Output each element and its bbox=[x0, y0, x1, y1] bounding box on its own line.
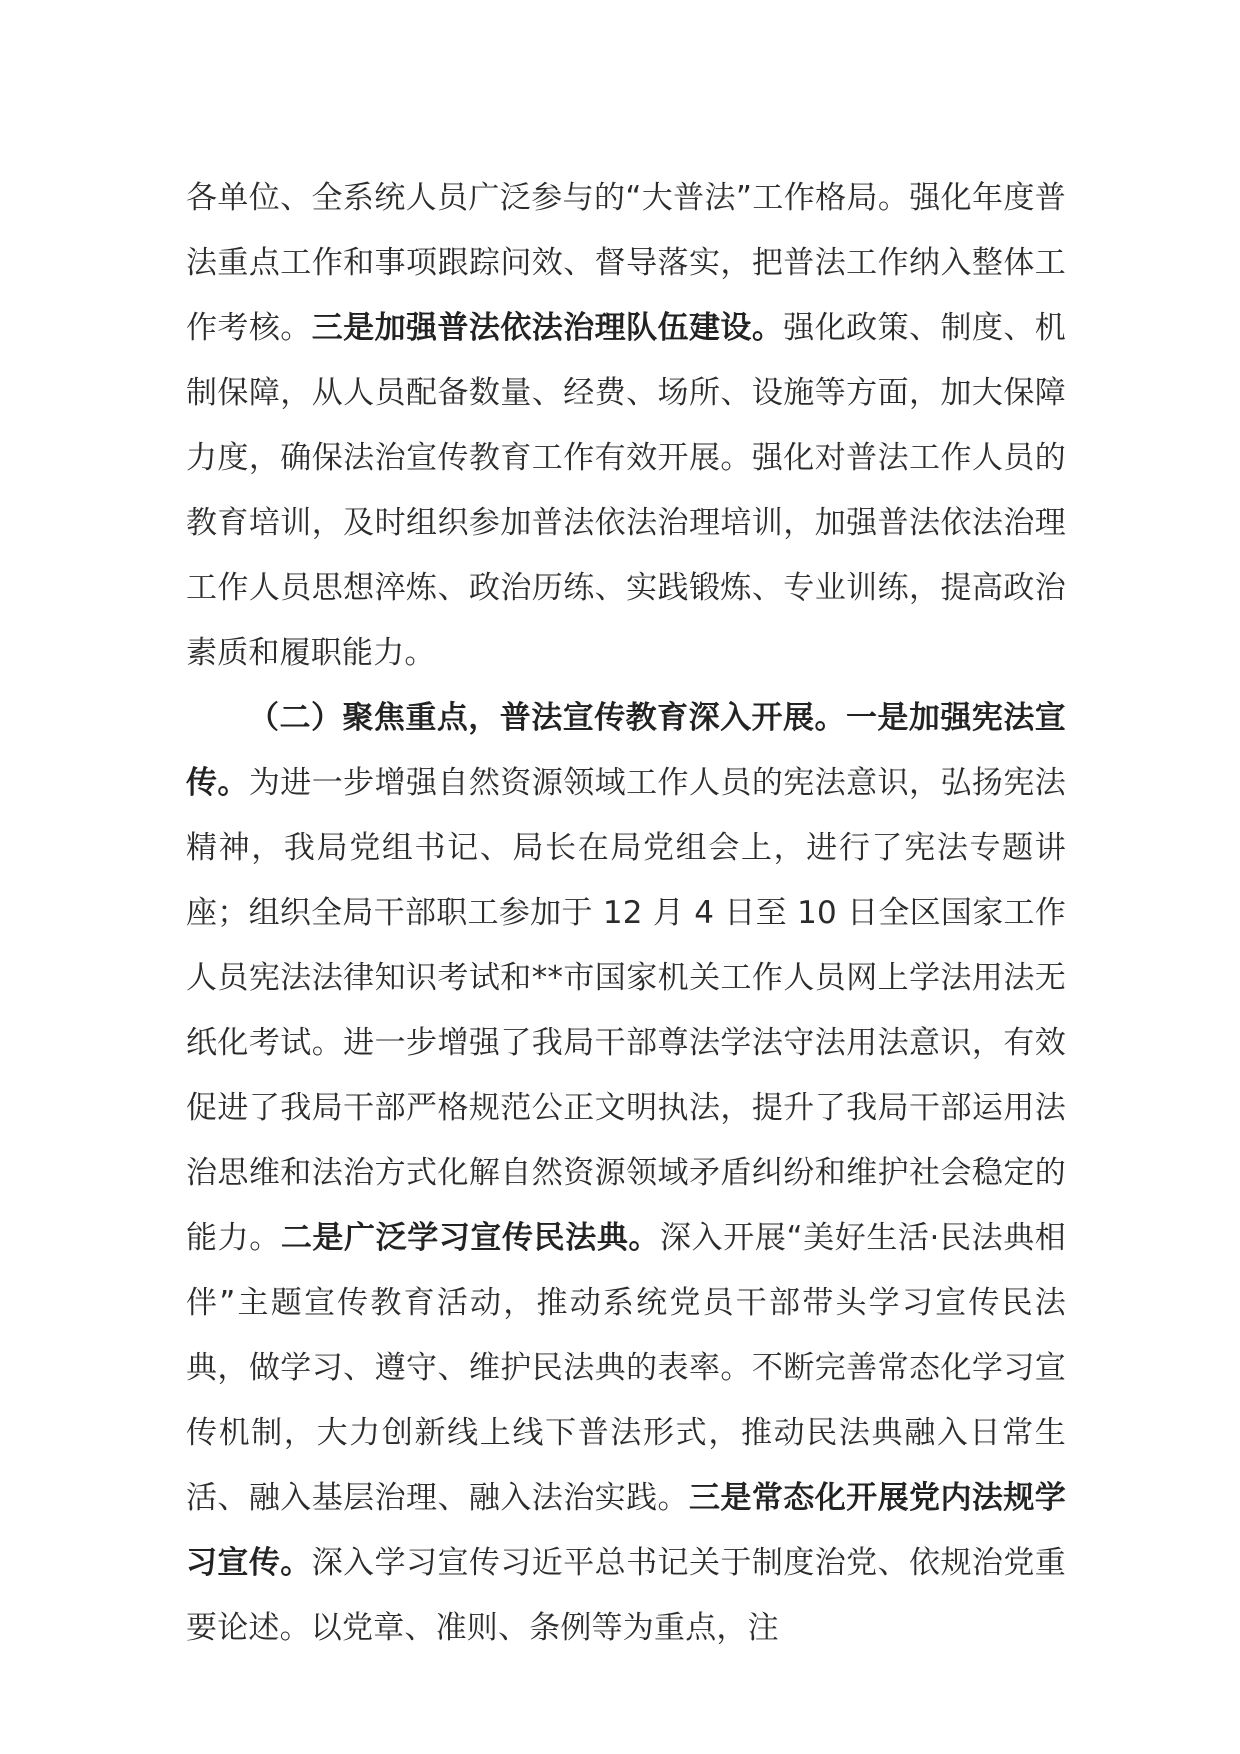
paragraph-2 bbox=[186, 686, 1066, 1661]
paragraph-1 bbox=[186, 166, 1066, 686]
paragraph-2-text-1: 为进一步增强自然资源领域工作人员的宪法意识，弘扬宪法精神，我局党组书记、局长在局党组会上，进行了宪法专题讲座；组织全局干部职工参加于 12 月 4 日至 10 日全区国家工作人员宪法法律知识考试和**市国家机关工作人员网上学法用法无纸化考试。进一步增强了我局干部尊法学法守法用法意识，有效促进了我局干部严格规范公正文明执法，提升了我局干部运用法治思维和法治方式化解自然资源领域矛盾纠纷和维护社会稳定的能力。 bbox=[186, 765, 1066, 1256]
document-body bbox=[186, 166, 1066, 1661]
paragraph-2-text-3: 深入学习宣传习近平总书记关于制度治党、依规治党重要论述。以党章、准则、条例等为重点，注 bbox=[186, 1545, 1066, 1646]
paragraph-1-text-2: 强化政策、制度、机制保障，从人员配备数量、经费、场所、设施等方面，加大保障力度，确保法治宣传教育工作有效开展。强化对普法工作人员的教育培训，及时组织参加普法依法治理培训，加强普法依法治理工作人员思想淬炼、政治历练、实践锻炼、专业训练，提高政治素质和履职能力。 bbox=[186, 310, 1066, 671]
section-heading: （二）聚焦重点，普法宣传教育深入开展。一是加强宪法宣传。 bbox=[186, 700, 1066, 801]
paragraph-1-text-1: 各单位、全系统人员广泛参与的“大普法”工作格局。强化年度普法重点工作和事项跟踪问效、督导落实，把普法工作纳入整体工作考核。 bbox=[186, 180, 1066, 346]
paragraph-1-bold-heading: 三是加强普法依法治理队伍建设。 bbox=[311, 310, 784, 346]
paragraph-2-bold-heading-2: 三是常态化开展党内法规学习宣传。 bbox=[186, 1480, 1067, 1581]
paragraph-2-text-2: 深入开展“美好生活·民法典相伴”主题宣传教育活动，推动系统党员干部带头学习宣传民法典，做学习、遵守、维护民法典的表率。不断完善常态化学习宣传机制，大力创新线上线下普法形式，推动民法典融入日常生活、融入基层治理、融入法治实践。 bbox=[186, 1220, 1066, 1516]
paragraph-2-bold-heading-1: 二是广泛学习宣传民法典。 bbox=[280, 1220, 661, 1256]
